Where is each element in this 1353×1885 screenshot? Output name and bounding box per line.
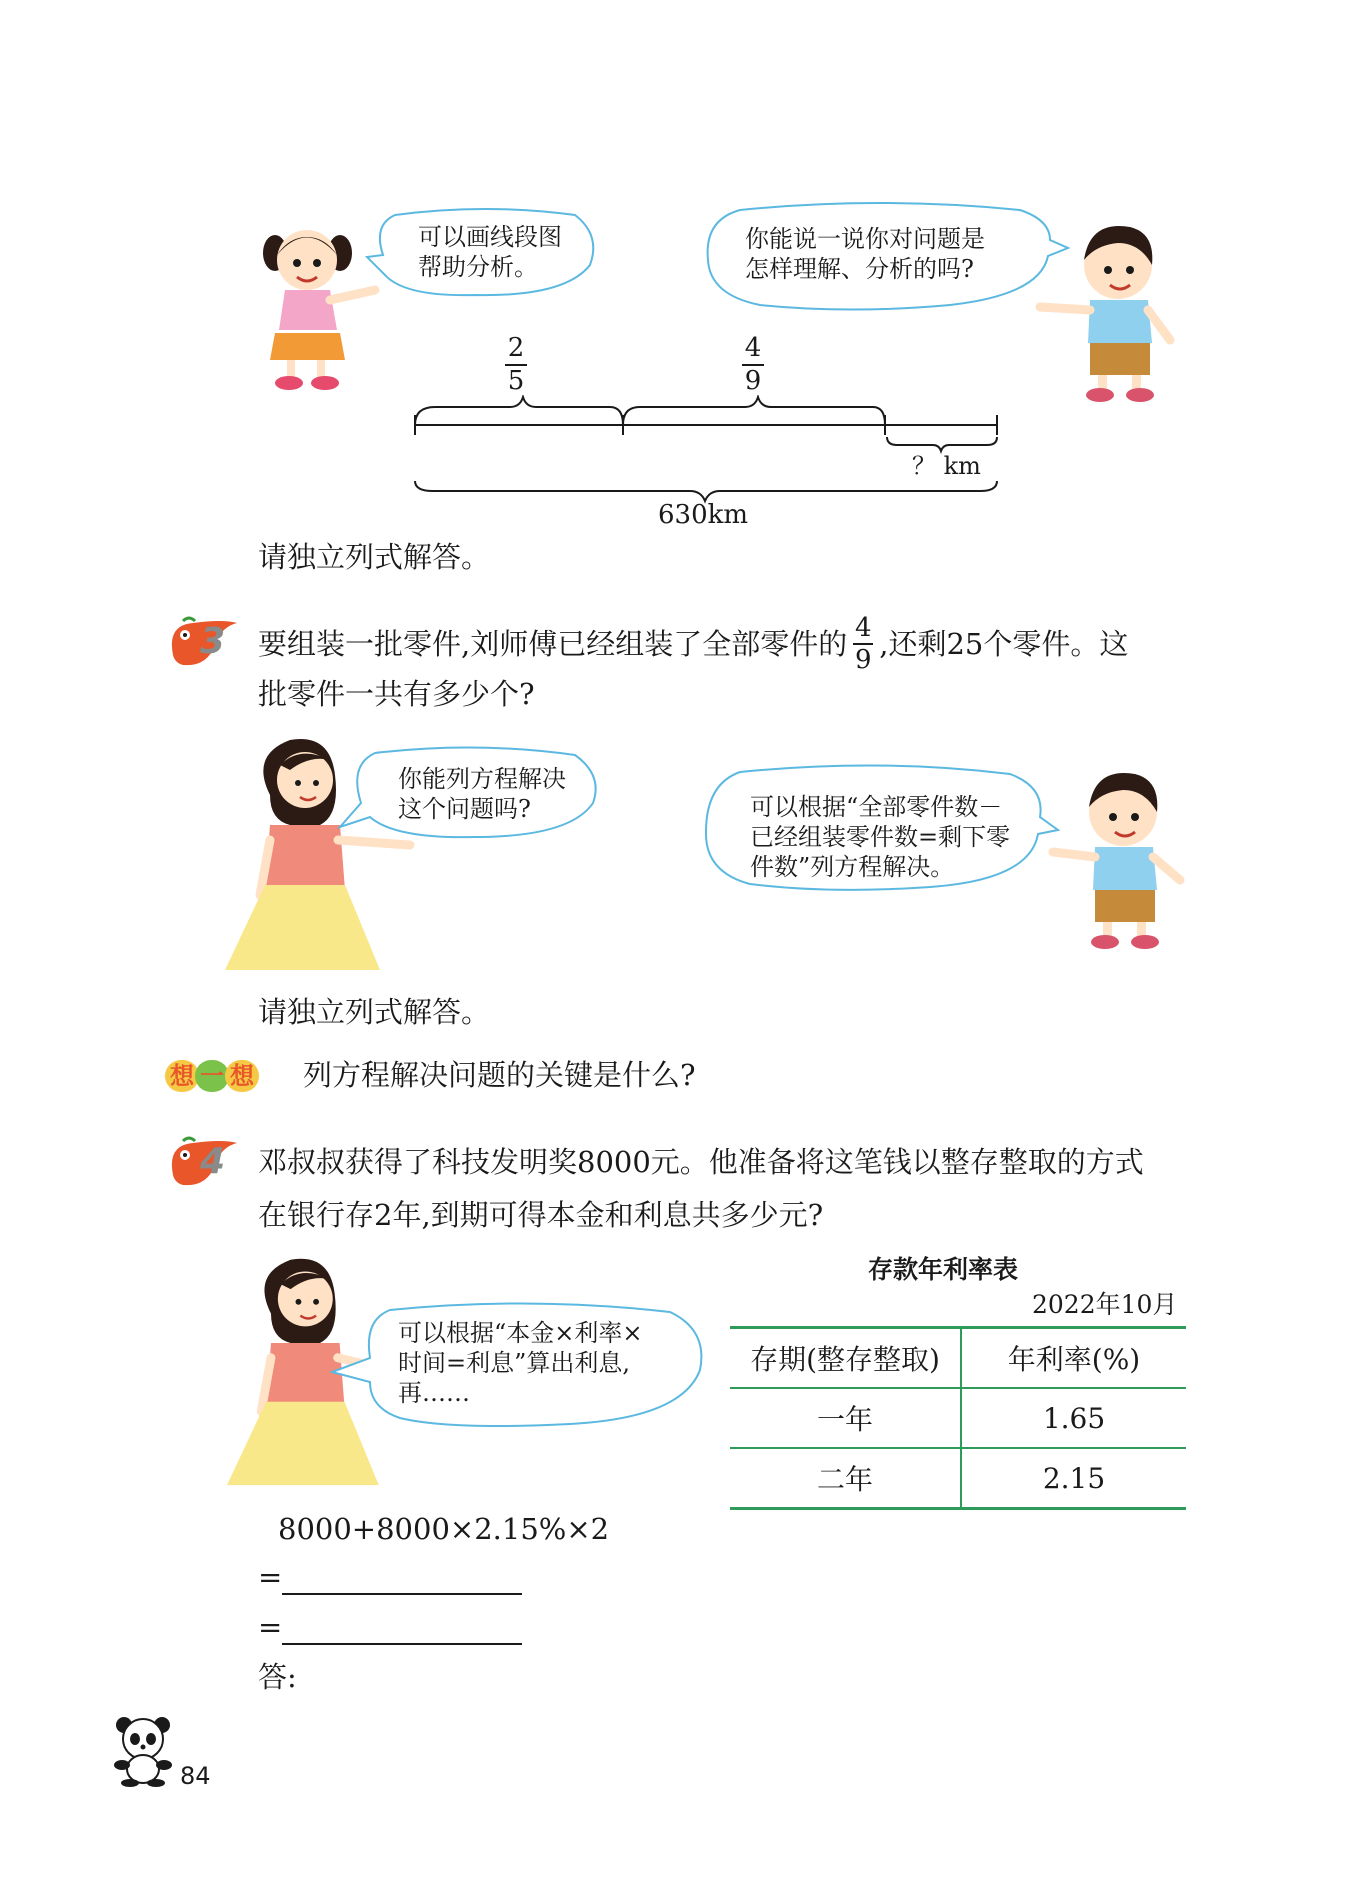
panda-icon: [112, 1715, 174, 1787]
bubble-line: 怎样理解、分析的吗?: [745, 255, 974, 283]
question-number-3: 3: [200, 621, 226, 662]
table-header-cell: 年利率(%): [1007, 1343, 1141, 1376]
instruction-text-2: 请独立列式解答。: [258, 995, 491, 1029]
fraction-denominator: 9: [854, 645, 872, 675]
girl-illustration: [245, 215, 385, 395]
fraction-four-ninths-inline: [853, 615, 873, 673]
think-badge-char: 想: [225, 1060, 259, 1092]
teacher-bubble-text-2: [398, 1318, 643, 1408]
total-distance-label: 630km: [658, 500, 749, 530]
boy-bubble-text: [745, 224, 985, 284]
table-cell: 二年: [730, 1448, 961, 1509]
bubble-line: 可以根据“本金×利率×: [398, 1319, 643, 1347]
bubble-line: 你能列方程解决: [398, 765, 566, 793]
table-row: [730, 1388, 1186, 1448]
interest-rate-table: [730, 1326, 1186, 1510]
girl-bubble-text: [418, 222, 562, 282]
table-cell: 一年: [730, 1388, 961, 1448]
page-number: 84: [180, 1762, 211, 1790]
answer-blank-1[interactable]: [282, 1563, 522, 1595]
bubble-line: 这个问题吗?: [398, 795, 531, 823]
bubble-line: 可以画线段图: [418, 223, 562, 251]
problem3-line1: [258, 615, 1128, 673]
fraction-numerator: 2: [507, 333, 525, 363]
bubble-line: 再……: [398, 1379, 470, 1407]
unknown-km-label: ？ km: [912, 452, 981, 480]
problem4-line1: 邓叔叔获得了科技发明奖8000元。他准备将这笔钱以整存整取的方式: [258, 1145, 1144, 1179]
teacher-bubble-text: [398, 764, 566, 824]
answer-label: 答:: [258, 1660, 297, 1694]
problem3-text-part2: ,还剩25个零件。这: [879, 626, 1129, 661]
answer-blank-2[interactable]: [282, 1613, 522, 1645]
equals-sign: =: [258, 1560, 283, 1594]
think-badge-char: 一: [195, 1060, 229, 1092]
instruction-text: 请独立列式解答。: [258, 540, 491, 574]
bubble-line: 可以根据“全部零件数－: [750, 793, 1003, 821]
bubble-line: 帮助分析。: [418, 253, 538, 281]
think-badge: [165, 1060, 259, 1092]
table-title: 存款年利率表: [868, 1255, 1019, 1284]
fraction-numerator: 4: [744, 333, 762, 363]
equals-sign: =: [258, 1610, 283, 1644]
boy-bubble-text-2: [750, 792, 1010, 882]
problem3-line2: 批零件一共有多少个?: [258, 677, 535, 711]
bubble-line: 件数”列方程解决。: [750, 853, 955, 881]
think-badge-char: 想: [165, 1060, 199, 1092]
fraction-two-fifths: [505, 335, 527, 396]
table-header-row: [730, 1328, 1186, 1389]
fraction-denominator: 5: [507, 366, 525, 397]
boy-illustration-middle: [1045, 762, 1195, 952]
bubble-line: 时间=利息”算出利息,: [398, 1349, 631, 1377]
question-number-4: 4: [200, 1141, 226, 1182]
equation-line-1: [258, 1560, 522, 1595]
problem3-text-part1: 要组装一批零件,刘师傅已经组装了全部零件的: [258, 626, 848, 661]
equation-line-2: [258, 1610, 522, 1645]
table-cell: 1.65: [1042, 1401, 1106, 1435]
table-date: 2022年10月: [1032, 1290, 1178, 1319]
line-segment-diagram: [405, 395, 1010, 505]
problem4-line2: 在银行存2年,到期可得本金和利息共多少元?: [258, 1198, 824, 1232]
fraction-denominator: 9: [744, 366, 762, 397]
boy-illustration-top: [1030, 215, 1180, 405]
fraction-numerator: 4: [854, 613, 872, 643]
fraction-four-ninths: [742, 335, 764, 396]
table-cell: 2.15: [1042, 1461, 1106, 1495]
bubble-line: 你能说一说你对问题是: [745, 225, 985, 253]
table-header-cell: 存期(整存整取): [730, 1328, 961, 1389]
bubble-line: 已经组装零件数=剩下零: [750, 823, 1011, 851]
think-text: 列方程解决问题的关键是什么?: [303, 1058, 696, 1092]
formula-text: 8000+8000×2.15%×2: [278, 1512, 610, 1546]
table-row: [730, 1448, 1186, 1509]
